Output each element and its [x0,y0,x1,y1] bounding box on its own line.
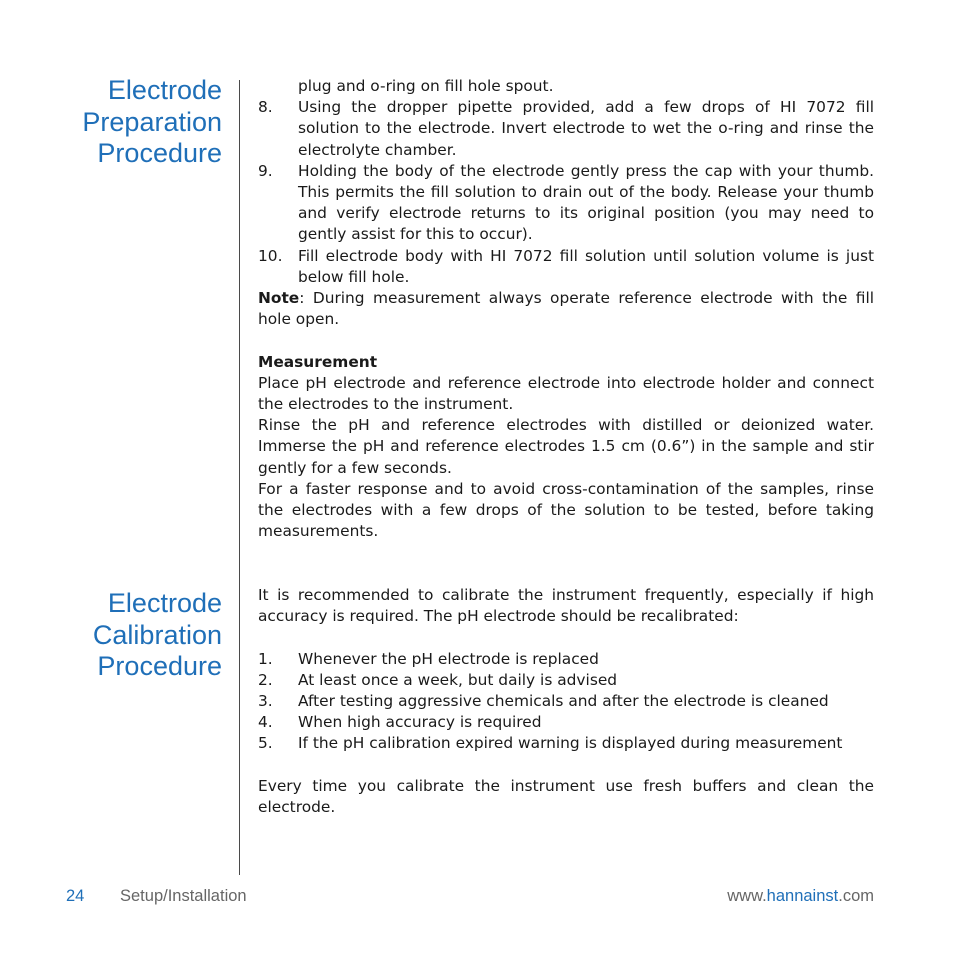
measurement-paragraph: For a faster response and to avoid cross-contamination of the samples, rinse the electrodes with a few drops of the solution to be tested, before taking measurements. [258,479,874,541]
continuation-text: plug and o-ring on fill hole spout. [298,77,554,95]
list-item: 3. After testing aggressive chemicals and after the electrode is cleaned [258,692,829,710]
list-item: 9. Holding the body of the electrode gently press the cap with your thumb. This permits the fill solution to drain out of the body. Release your thumb and verify electrode returns to its original position (you may need to gently assist for this to occur). [258,161,874,244]
preparation-content [258,76,874,542]
measurement-paragraph: Place pH electrode and reference electrode into electrode holder and connect the electrodes to the instrument. [258,373,874,414]
footer-section-name: Setup/Installation [120,887,247,905]
section-title-calibration: Electrode Calibration Procedure [92,588,222,681]
calibration-intro: It is recommended to calibrate the instrument frequently, especially if high accuracy is required. The pH electrode should be recalibrated: [258,586,874,626]
list-item: 1. Whenever the pH electrode is replaced [258,649,599,668]
measurement-heading: Measurement [258,352,378,371]
note-label: Note [258,289,300,308]
vertical-divider [239,80,240,875]
list-item: 5. If the pH calibration expired warning is displayed during measurement [258,734,843,753]
section-title-preparation: Electrode Preparation Procedure [82,75,222,168]
list-item: 10. Fill electrode body with HI 7072 fill solution until solution volume is just below fill hole. [258,246,874,286]
list-item: 2. At least once a week, but daily is advised [258,670,618,689]
page-number: 24 [66,887,85,905]
measurement-paragraph: Rinse the pH and reference electrodes with distilled or deionized water. Immerse the pH and reference electrodes 1.5 cm (0.6”) in the sample and stir gently for a few seconds. [258,416,874,477]
list-item: 8. Using the dropper pipette provided, add a few drops of HI 7072 fill solution to the electrode. Invert electrode to wet the o-ring and rinse the electrolyte chamber. [258,98,874,159]
footer-website-link[interactable]: www.hannainst.com [727,887,874,905]
note-paragraph: Note: During measurement always operate reference electrode with the fill hole open. [258,289,874,329]
calibration-content [258,585,874,818]
list-item: 4. When high accuracy is required [258,713,542,732]
calibration-closing: Every time you calibrate the instrument use fresh buffers and clean the electrode. [258,776,874,816]
